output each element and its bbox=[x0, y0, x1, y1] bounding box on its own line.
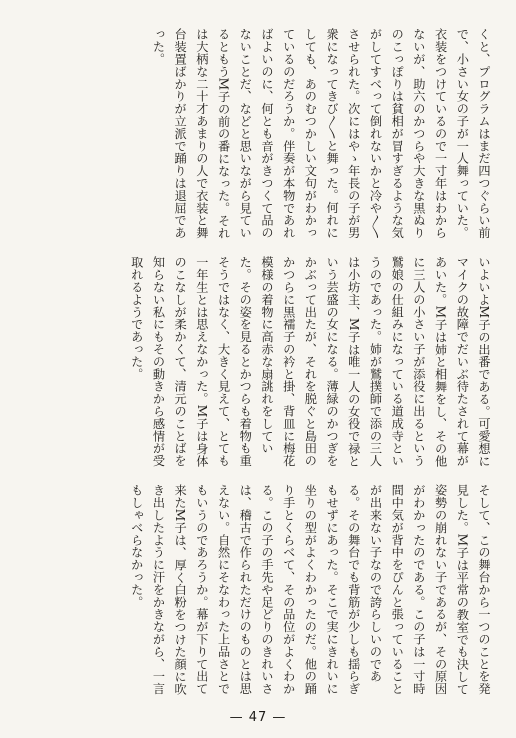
body-paragraph: いよいよM子の出番である。可愛想にマイクの故障でだいぶ待たされて幕があいた。M子は姉と相舞をし、その他に三人の小さい子が添役に出るという鷲娘の仕組みになっている道成寺というのであった。姉が鷲撲師で添の三人は小坊主、M子は唯一人の女役で禄という芸盛の女になる。薄緑のかつぎをかぶって出たが、それを脱ぐと島田のかつらに黒襦子の衿と掛、背皿に梅花模様の着物に高赤な扇誂れをしていた。その姿を見るとかつらも着物も重そうではなく、大きく見えて、とても一年生とは思えなかった。M子は身体のこなしが柔かくて、清元のことばを知らない私にもその動きから感情が受取れるようであった。 bbox=[129, 256, 491, 468]
body-paragraph: そして、この舞台から一つのことを発見した。M子は平常の教室でも決して姿勢の崩れない子であるが、その原因がわかったのである。この子は一寸時間中気が背中をぴんと張っていることが出来ない子なので誇らしいのである。その舞台でも背筋が少しも揺らぎもせずにあった。そこで実にきれいに坐りの型がよくわかったのだ。他の踊り手とくらべて、その品位がよくわかる。この子の手先や足どりのきれいさは、稽古で作られただけのものとは思えない。自然にそなわった上品さとでもいうのであろうか。幕が下りて出て来たM子は、厚く白粉をつけた顔に吹き出したように汗をかきながら、一言もしゃべらなかった。 bbox=[129, 484, 491, 696]
text-block-middle bbox=[28, 256, 494, 472]
page-number: — 47 — bbox=[229, 710, 287, 725]
body-paragraph: くと、プログラムはまだ四つぐらい前で、小さい女の子が一人舞っていた。衣装をつけているので一寸年はわからないが、助六のかつらや大きな黒ぬりのこっぽりは貧相が冒すぎるような気がしてすべって倒れないかと冷や〳〵させられた。次にはやゝ年長の子が男衆になってきび〳〵と舞った。何れにしても、あのむつかしい文句がわかっているのだろうか。伴奏が本物であればよいのに、何とも音がきつくて品のないことだ、などと思いながら見ているともうM子の前の番になった。それは大柄な二十才あまりの人で衣装と舞台装置ばかりが立派で踊りは退屈であった。 bbox=[151, 28, 491, 240]
text-block-upper bbox=[28, 28, 494, 244]
text-block-lower bbox=[28, 484, 494, 700]
